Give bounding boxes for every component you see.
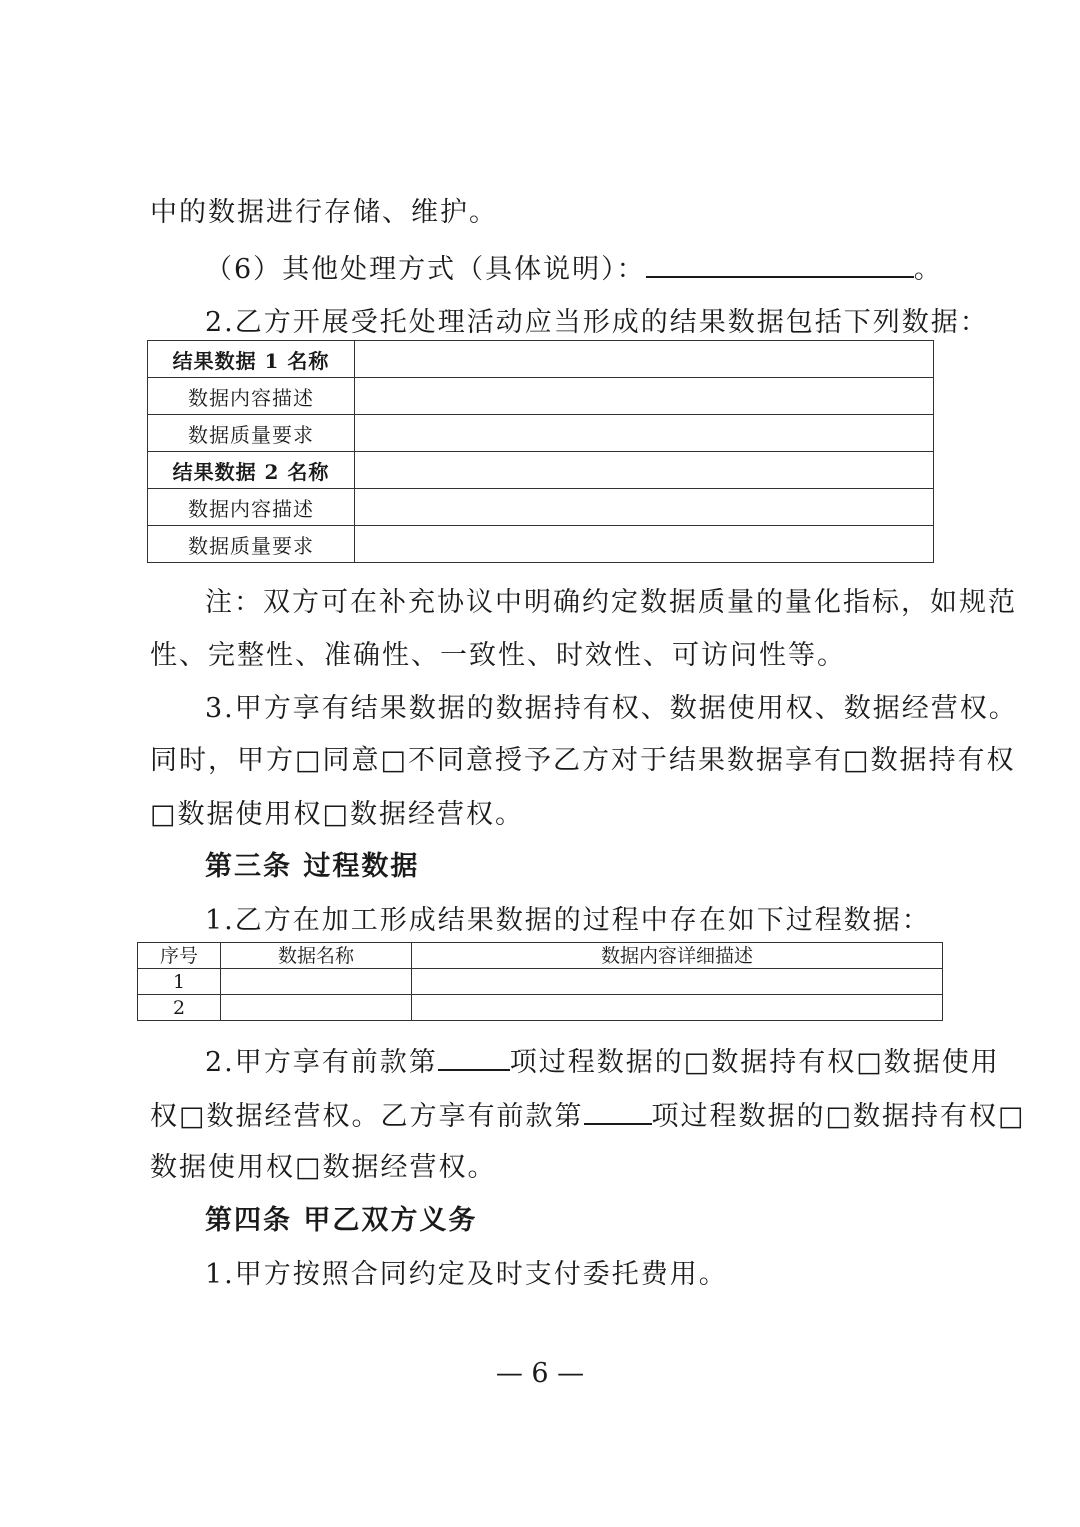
table-row xyxy=(148,378,934,415)
table-cell xyxy=(412,969,943,995)
article-3-item-2-line-2 xyxy=(150,1097,1026,1135)
article-4-title: 第四条 甲乙双方义务 xyxy=(205,1205,478,1236)
table-cell xyxy=(355,378,934,415)
note-line-1: 注：双方可在补充协议中明确约定数据质量的量化指标，如规范 xyxy=(205,587,1017,618)
result-data-table xyxy=(147,340,934,563)
fill-blank xyxy=(646,250,914,278)
item-6-label: （6）其他处理方式（具体说明）： xyxy=(205,254,646,285)
table-cell: 2 xyxy=(138,995,221,1021)
text-segment: 2.甲方享有前款第 xyxy=(205,1047,438,1078)
item-6 xyxy=(205,250,943,288)
table-row xyxy=(148,341,934,378)
item-6-end: 。 xyxy=(913,254,943,285)
note-line-2: 性、完整性、准确性、一致性、时效性、可访问性等。 xyxy=(150,640,846,671)
item-3-line-3: □数据使用权□数据经营权。 xyxy=(150,799,525,830)
item-3-line-1: 3.甲方享有结果数据的数据持有权、数据使用权、数据经营权。 xyxy=(205,693,1018,724)
table-row xyxy=(138,995,943,1021)
table-cell xyxy=(355,415,934,452)
article-3-title: 第三条 过程数据 xyxy=(205,851,420,882)
table-cell xyxy=(221,995,412,1021)
text-segment: 项过程数据的□数据持有权□数据使用 xyxy=(509,1047,1000,1078)
table-row xyxy=(148,489,934,526)
table-cell xyxy=(412,995,943,1021)
table-row xyxy=(148,526,934,563)
table-cell: 1 xyxy=(138,969,221,995)
article-3-item-2-line-3: 数据使用权□数据经营权。 xyxy=(150,1152,497,1183)
table-cell xyxy=(355,341,934,378)
process-data-table xyxy=(137,942,943,1021)
text-segment: 权□数据经营权。乙方享有前款第 xyxy=(150,1101,584,1132)
article-3-item-2-line-1 xyxy=(205,1043,1000,1081)
table-cell: 数据内容描述 xyxy=(148,378,355,415)
article-3-item-1: 1.乙方在加工形成结果数据的过程中存在如下过程数据： xyxy=(205,905,931,936)
fill-blank xyxy=(584,1097,652,1125)
table-cell: 结果数据 2 名称 xyxy=(148,452,355,489)
table-cell: 数据质量要求 xyxy=(148,415,355,452)
table-header-row xyxy=(138,943,943,969)
paragraph-continuation: 中的数据进行存储、维护。 xyxy=(150,197,498,228)
item-2-intro: 2.乙方开展受托处理活动应当形成的结果数据包括下列数据： xyxy=(205,307,989,338)
text-segment: 项过程数据的□数据持有权□ xyxy=(651,1101,1026,1132)
page-number: — 6 — xyxy=(495,1358,585,1389)
table-cell xyxy=(355,526,934,563)
item-3-line-2: 同时，甲方□同意□不同意授予乙方对于结果数据享有□数据持有权 xyxy=(150,745,1016,776)
table-cell xyxy=(221,969,412,995)
table-cell: 数据质量要求 xyxy=(148,526,355,563)
table-cell xyxy=(355,489,934,526)
table-row xyxy=(138,969,943,995)
table-cell: 数据内容描述 xyxy=(148,489,355,526)
table-cell xyxy=(355,452,934,489)
fill-blank xyxy=(438,1043,510,1071)
header-cell: 数据内容详细描述 xyxy=(412,943,943,969)
table-row xyxy=(148,415,934,452)
table-cell: 结果数据 1 名称 xyxy=(148,341,355,378)
article-4-item-1: 1.甲方按照合同约定及时支付委托费用。 xyxy=(205,1259,728,1290)
header-cell: 序号 xyxy=(138,943,221,969)
header-cell: 数据名称 xyxy=(221,943,412,969)
table-row xyxy=(148,452,934,489)
